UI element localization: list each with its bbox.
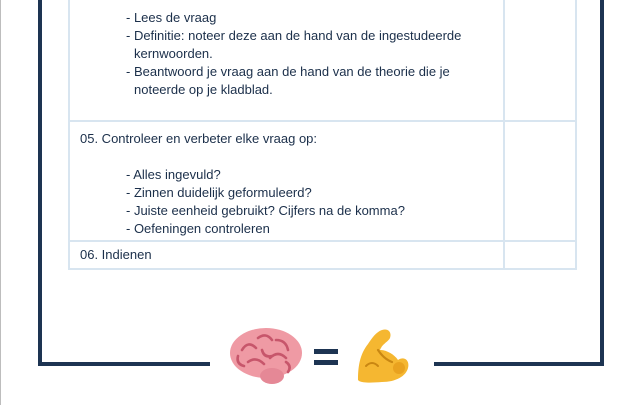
- frame-bottom-border-right: [434, 362, 604, 366]
- step-cell: [70, 0, 505, 120]
- table-row: [68, 242, 577, 270]
- step-title: 05. Controleer en verbeter elke vraag op:: [80, 131, 318, 146]
- list-item: - Beantwoord je vraag aan de hand van de theorie die je: [126, 64, 450, 79]
- list-item: - Alles ingevuld?: [126, 167, 221, 182]
- list-item: - Oefeningen controleren: [126, 221, 270, 236]
- frame-right-border: [600, 0, 604, 366]
- list-item: noteerde op je kladblad.: [134, 82, 273, 97]
- list-item: - Lees de vraag: [126, 10, 217, 25]
- list-item: kernwoorden.: [134, 46, 213, 61]
- table-row: [68, 122, 577, 242]
- check-cell[interactable]: [505, 122, 575, 240]
- table-row: [68, 0, 577, 122]
- step-cell: [70, 242, 505, 268]
- page-edge: [0, 0, 1, 405]
- step-cell: [70, 122, 505, 240]
- check-cell[interactable]: [505, 0, 575, 120]
- list-item: - Juiste eenheid gebruikt? Cijfers na de komma?: [126, 203, 405, 218]
- frame-bottom-border-left: [38, 362, 210, 366]
- checklist-table: [68, 0, 577, 270]
- list-item: - Zinnen duidelijk geformuleerd?: [126, 185, 312, 200]
- check-cell[interactable]: [505, 242, 575, 268]
- brain-icon: [228, 326, 304, 391]
- list-item: - Definitie: noteer deze aan de hand van de ingestudeerde: [126, 28, 462, 43]
- step-title: 06. Indienen: [80, 247, 152, 262]
- flexed-biceps-icon: [352, 326, 412, 391]
- equals-icon: [314, 349, 338, 371]
- frame-left-border: [38, 0, 42, 366]
